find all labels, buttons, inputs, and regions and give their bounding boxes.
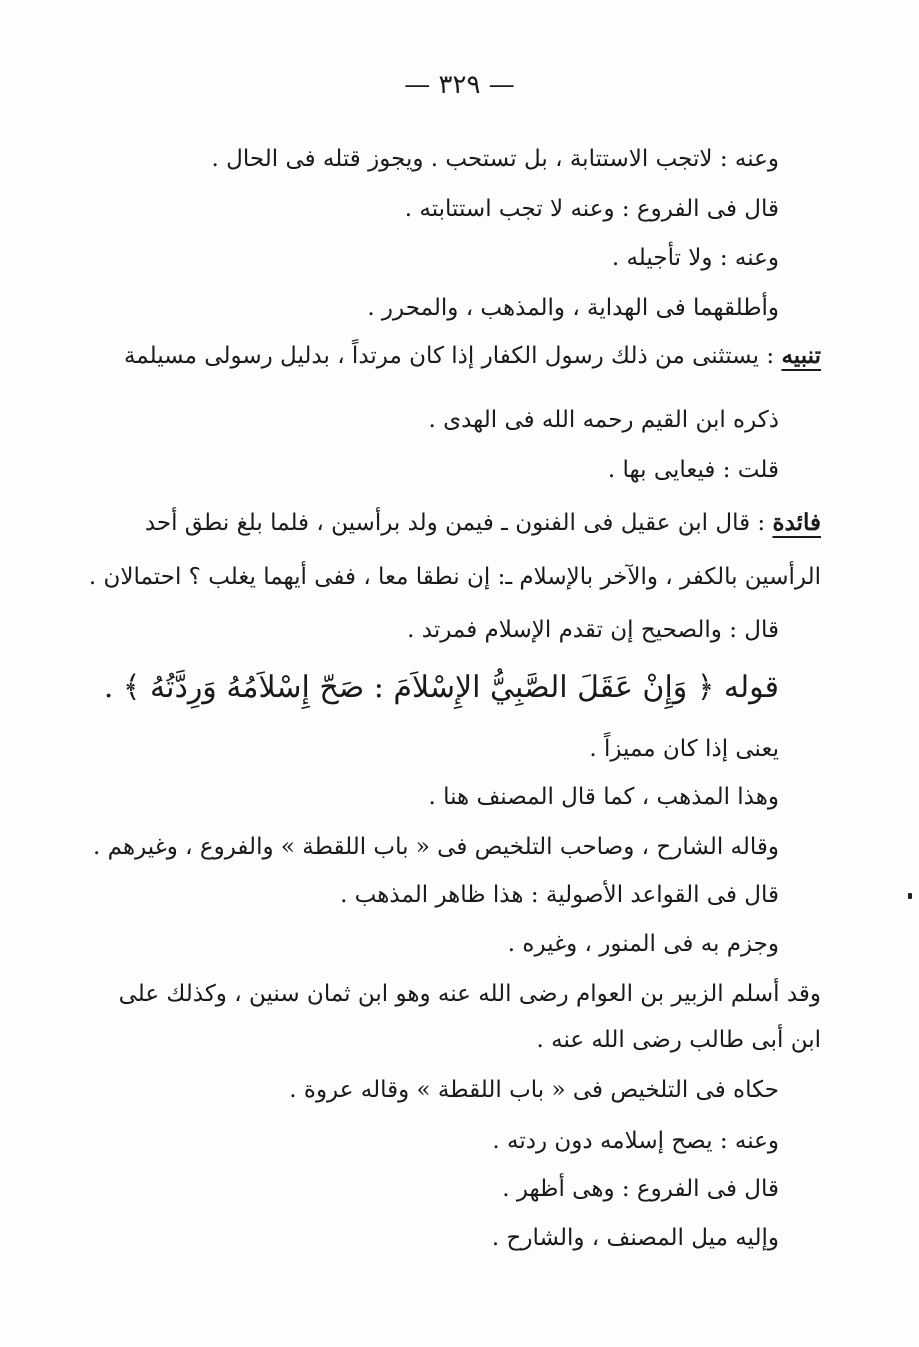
text-line: وعنه : ولا تأجيله .	[611, 245, 779, 271]
text-line: ذكره ابن القيم رحمه الله فى الهدى .	[428, 407, 779, 433]
text-line: وقاله الشارح ، وصاحب التلخيص فى « باب اللقطة » والفروع ، وغيرهم .	[93, 834, 779, 860]
text-line: ابن أبى طالب رضى الله عنه .	[536, 1027, 821, 1053]
page-number: — ٣٢٩ —	[404, 70, 515, 100]
text-line: حكاه فى التلخيص فى « باب اللقطة » وقاله عروة .	[289, 1077, 779, 1103]
note-text: : يستثنى من ذلك رسول الكفار إذا كان مرتداً ، بدليل رسولى مسيلمة	[123, 343, 782, 369]
text-line: وقد أسلم الزبير بن العوام رضى الله عنه وهو ابن ثمان سنين ، وكذلك على	[118, 981, 821, 1007]
text-line: قال فى القواعد الأصولية : هذا ظاهر المذهب .	[340, 882, 779, 908]
text-line: قال فى الفروع : وهى أظهر .	[502, 1176, 779, 1202]
text-line-note	[123, 340, 821, 372]
scan-speck	[908, 893, 912, 899]
text-line: وعنه : لاتجب الاستتابة ، بل تستحب . ويجوز قتله فى الحال .	[211, 146, 779, 172]
quoted-heading: قوله ﴿ وَإِنْ عَقَلَ الصَّبِيُّ الإِسْلاَمَ : صَحّ إِسْلاَمُهُ وَرِدَّتُهُ ﴾ .	[103, 670, 779, 705]
text-line: قال : والصحيح إن تقدم الإسلام فمرتد .	[407, 617, 779, 643]
text-line: وعنه : يصح إسلامه دون ردته .	[492, 1128, 779, 1154]
text-line: قلت : فيعايى بها .	[607, 457, 779, 483]
text-line: الرأسين بالكفر ، والآخر بالإسلام ـ: إن نطقا معا ، ففى أيهما يغلب ؟ احتمالان .	[88, 564, 821, 590]
benefit-heading: فائدة	[772, 509, 821, 536]
note-heading: تنبيه	[781, 342, 821, 369]
text-line-benefit	[144, 507, 821, 539]
benefit-text: : قال ابن عقيل فى الفنون ـ فيمن ولد برأسين ، فلما بلغ نطق أحد	[144, 510, 773, 536]
text-line: قال فى الفروع : وعنه لا تجب استتابته .	[404, 196, 779, 222]
text-line: وهذا المذهب ، كما قال المصنف هنا .	[428, 784, 779, 810]
text-line: وإليه ميل المصنف ، والشارح .	[491, 1225, 779, 1251]
text-line: يعنى إذا كان مميزاً .	[589, 736, 779, 762]
text-line: وأطلقهما فى الهداية ، والمذهب ، والمحرر .	[367, 295, 779, 321]
text-line: وجزم به فى المنور ، وغيره .	[507, 931, 779, 957]
